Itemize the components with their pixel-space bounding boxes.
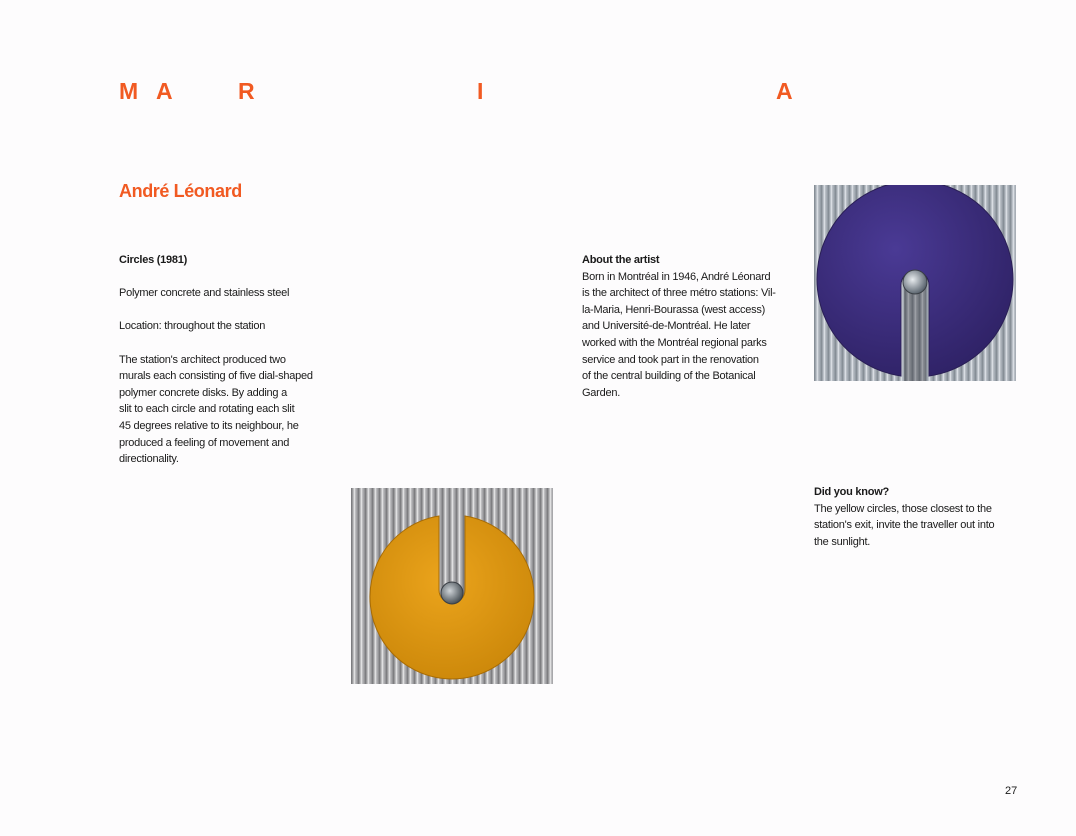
header-letter-a-2: A: [776, 78, 793, 104]
purple-disk-illustration: [814, 185, 1016, 381]
did-you-know-heading: Did you know?: [814, 486, 889, 498]
about-line: worked with the Montréal regional parks: [582, 336, 767, 349]
about-line: la-Maria, Henri-Bourassa (west access): [582, 303, 766, 316]
artist-name: André Léonard: [119, 181, 242, 201]
about-line: service and took part in the renovation: [582, 353, 759, 366]
header-letter-i: I: [477, 78, 484, 104]
did-you-know-line: the sunlight.: [814, 535, 871, 548]
did-you-know-line: station's exit, invite the traveller out into: [814, 519, 995, 532]
did-you-know-line: The yellow circles, those closest to the: [814, 502, 992, 515]
artwork-description-line: The station's architect produced two: [119, 353, 286, 366]
about-line: of the central building of the Botanical: [582, 370, 756, 383]
about-artist: [582, 252, 797, 401]
header-letter-r: R: [238, 78, 255, 104]
artwork-description-line: polymer concrete disks. By adding a: [119, 386, 287, 399]
artwork-description-line: directionality.: [119, 453, 179, 466]
header-letter-m: M: [119, 78, 139, 104]
artwork-description-line: 45 degrees relative to its neighbour, he: [119, 419, 299, 432]
artwork-location: Location: throughout the station: [119, 320, 266, 333]
about-heading: About the artist: [582, 254, 660, 266]
purple-disk-photo: [814, 185, 1016, 381]
artwork-description-line: slit to each circle and rotating each slit: [119, 403, 295, 416]
yellow-disk-illustration: [351, 488, 553, 684]
about-line: and Université-de-Montréal. He later: [582, 320, 751, 333]
artwork-materials: Polymer concrete and stainless steel: [119, 287, 290, 300]
yellow-disk-photo: [351, 488, 553, 684]
about-line: Born in Montréal in 1946, André Léonard: [582, 270, 771, 283]
about-line: is the architect of three métro stations: Vil-: [582, 287, 776, 300]
artwork-title: Circles (1981): [119, 254, 188, 266]
page-number: 27: [1005, 785, 1018, 797]
header-letter-a: A: [156, 78, 173, 104]
did-you-know: [814, 484, 1019, 550]
artwork-description-line: produced a feeling of movement and: [119, 436, 290, 449]
about-line: Garden.: [582, 386, 620, 399]
artwork-info: [119, 252, 339, 468]
artwork-description-line: murals each consisting of five dial-shaped: [119, 370, 313, 383]
